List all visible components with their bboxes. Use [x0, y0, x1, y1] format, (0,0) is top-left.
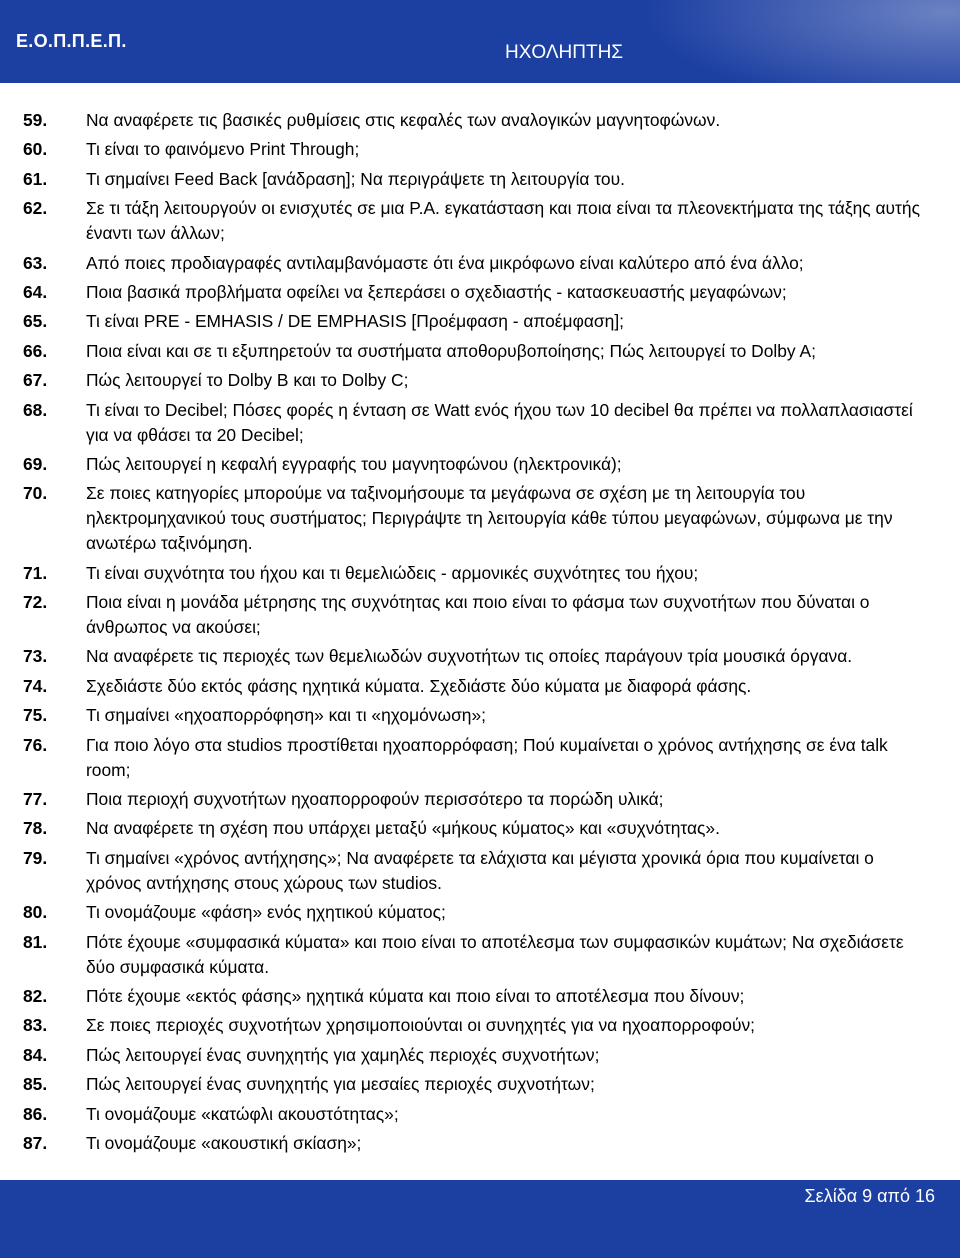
question-text: Τι είναι συχνότητα του ήχου και τι θεμελιώδεις - αρμονικές συχνότητες του ήχου;: [86, 562, 699, 583]
question-item: [0, 137, 960, 162]
question-text: Να αναφέρετε τη σχέση που υπάρχει μεταξύ «μήκους κύματος» και «συχνότητας».: [86, 818, 720, 839]
question-item: [0, 561, 960, 586]
question-text: Σχεδιάστε δύο εκτός φάσης ηχητικά κύματα. Σχεδιάστε δύο κύματα με διαφορά φάσης.: [86, 675, 752, 696]
question-number: 66.: [23, 340, 48, 361]
question-number: 69.: [23, 453, 48, 474]
question-text: Πώς λειτουργεί ένας συνηχητής για χαμηλές περιοχές συχνοτήτων;: [86, 1044, 600, 1065]
question-number: 78.: [23, 818, 48, 839]
question-number: 71.: [23, 562, 48, 583]
question-text: Τι ονομάζουμε «κατώφλι ακουστότητας»;: [86, 1103, 399, 1124]
question-number: 70.: [23, 483, 48, 504]
question-number: 72.: [23, 592, 48, 613]
question-text: Τι ονομάζουμε «φάση» ενός ηχητικού κύματος;: [86, 902, 446, 923]
question-text: Τι σημαίνει Feed Back [ανάδραση]; Να περιγράψετε τη λειτουργία του.: [86, 168, 625, 189]
question-item: [0, 674, 960, 699]
question-item: [0, 787, 960, 812]
question-item: [0, 900, 960, 925]
question-number: 79.: [23, 847, 48, 868]
question-text: Τι σημαίνει «ηχοαπορρόφηση» και τι «ηχομόνωση»;: [86, 705, 486, 726]
question-number: 61.: [23, 168, 48, 189]
question-item: [0, 452, 960, 477]
question-item: [0, 1013, 960, 1038]
question-number: 64.: [23, 281, 48, 302]
question-item: [0, 1102, 960, 1127]
question-item: [0, 930, 960, 980]
question-text: Τι ονομάζουμε «ακουστική σκίαση»;: [86, 1132, 362, 1153]
question-number: 59.: [23, 110, 48, 130]
question-item: [0, 196, 960, 246]
question-number: 63.: [23, 252, 48, 273]
question-item: [0, 590, 960, 640]
question-item: [0, 816, 960, 841]
question-number: 77.: [23, 789, 48, 810]
question-item: [0, 733, 960, 783]
question-number: 74.: [23, 675, 48, 696]
header-organization: Ε.Ο.Π.Π.Ε.Π.: [16, 31, 127, 51]
header-title: ΗΧΟΛΗΠΤΗΣ: [505, 42, 624, 63]
question-list: [0, 108, 960, 1160]
question-text: Ποια βασικά προβλήματα οφείλει να ξεπεράσει ο σχεδιαστής - κατασκευαστής μεγαφώνων;: [86, 281, 787, 302]
question-text: Ποια περιοχή συχνοτήτων ηχοαπορροφούν περισσότερο τα πορώδη υλικά;: [86, 789, 664, 810]
question-item: [0, 1131, 960, 1156]
question-text: Σε ποιες περιοχές συχνοτήτων χρησιμοποιούνται οι συνηχητές για να ηχοαπορροφούν;: [86, 1015, 755, 1036]
question-text: Τι σημαίνει «χρόνος αντήχησης»; Να αναφέρετε τα ελάχιστα και μέγιστα χρονικά όρια που κυμαίνεται ο χρόνος αντήχησης στους χώρους των studios.: [86, 847, 874, 893]
question-item: [0, 984, 960, 1009]
question-text: Τι είναι το Decibel; Πόσες φορές η ένταση σε Watt ενός ήχου των 10 decibel θα πρέπει να πολλαπλασιαστεί για να φθάσει τα 20 Decibel;: [86, 399, 913, 445]
question-item: [0, 280, 960, 305]
question-item: [0, 368, 960, 393]
question-item: [0, 167, 960, 192]
question-number: 60.: [23, 139, 48, 160]
question-number: 73.: [23, 646, 48, 667]
question-item: [0, 1043, 960, 1068]
question-text: Πώς λειτουργεί η κεφαλή εγγραφής του μαγνητοφώνου (ηλεκτρονικά);: [86, 453, 622, 474]
question-item: [0, 644, 960, 669]
question-number: 65.: [23, 311, 48, 332]
question-text: Τι είναι PRE - EMHASIS / DE EMPHASIS [Προέμφαση - αποέμφαση];: [86, 311, 624, 332]
question-number: 76.: [23, 734, 48, 755]
question-number: 87.: [23, 1132, 48, 1153]
question-text: Σε τι τάξη λειτουργούν οι ενισχυτές σε μια Ρ.Α. εγκατάσταση και ποια είναι τα πλεονεκτήματα της τάξης αυτής έναντι των άλλων;: [86, 198, 920, 244]
question-text: Σε ποιες κατηγορίες μπορούμε να ταξινομήσουμε τα μεγάφωνα σε σχέση με τη λειτουργία του ηλεκτρομηχανικού τους συστήματος; Περιγράψτε τη λειτουργία κάθε τύπου μεγαφώνων, σύμφωνα με την ανωτέρω ταξινόμηση.: [86, 483, 893, 554]
question-number: 81.: [23, 931, 48, 952]
question-item: [0, 251, 960, 276]
question-number: 83.: [23, 1015, 48, 1036]
question-number: 86.: [23, 1103, 48, 1124]
question-number: 82.: [23, 985, 48, 1006]
question-item: [0, 108, 960, 133]
question-item: [0, 703, 960, 728]
question-number: 84.: [23, 1044, 48, 1065]
question-number: 80.: [23, 902, 48, 923]
question-text: Πότε έχουμε «εκτός φάσης» ηχητικά κύματα και ποιο είναι το αποτέλεσμα που δίνουν;: [86, 985, 745, 1006]
question-number: 68.: [23, 399, 48, 420]
question-text: Για ποιο λόγο στα studios προστίθεται ηχοαπορρόφαση; Πού κυμαίνεται ο χρόνος αντήχησης σε ένα talk room;: [86, 734, 888, 780]
question-text: Από ποιες προδιαγραφές αντιλαμβανόμαστε ότι ένα μικρόφωνο είναι καλύτερο από ένα άλλο;: [86, 252, 804, 273]
question-item: [0, 481, 960, 556]
question-text: Ποια είναι η μονάδα μέτρησης της συχνότητας και ποιο είναι το φάσμα των συχνοτήτων που δύναται ο άνθρωπος να ακούσει;: [86, 592, 870, 638]
question-item: [0, 309, 960, 334]
question-text: Ποια είναι και σε τι εξυπηρετούν τα συστήματα αποθορυβοποίησης; Πώς λειτουργεί το Dolby A;: [86, 340, 816, 361]
question-item: [0, 339, 960, 364]
question-number: 62.: [23, 198, 48, 219]
question-text: Να αναφέρετε τις περιοχές των θεμελιωδών συχνοτήτων τις οποίες παράγουν τρία μουσικά όργανα.: [86, 646, 853, 667]
question-number: 75.: [23, 705, 48, 726]
question-item: [0, 846, 960, 896]
question-number: 85.: [23, 1074, 48, 1095]
header-bar: [0, 0, 960, 83]
question-number: 67.: [23, 370, 48, 391]
question-text: Πώς λειτουργεί ένας συνηχητής για μεσαίες περιοχές συχνοτήτων;: [86, 1074, 595, 1095]
question-item: [0, 398, 960, 448]
page-number: Σελίδα 9 από 16: [804, 1186, 935, 1206]
question-item: [0, 1072, 960, 1097]
question-text: Πώς λειτουργεί το Dolby B και το Dolby C;: [86, 370, 409, 391]
question-text: Πότε έχουμε «συμφασικά κύματα» και ποιο είναι το αποτέλεσμα των συμφασικών κυμάτων; Να σχεδιάσετε δύο συμφασικά κύματα.: [86, 931, 904, 977]
question-text: Να αναφέρετε τις βασικές ρυθμίσεις στις κεφαλές των αναλογικών μαγνητοφώνων.: [86, 110, 721, 130]
question-text: Τι είναι το φαινόμενο Print Through;: [86, 139, 360, 160]
